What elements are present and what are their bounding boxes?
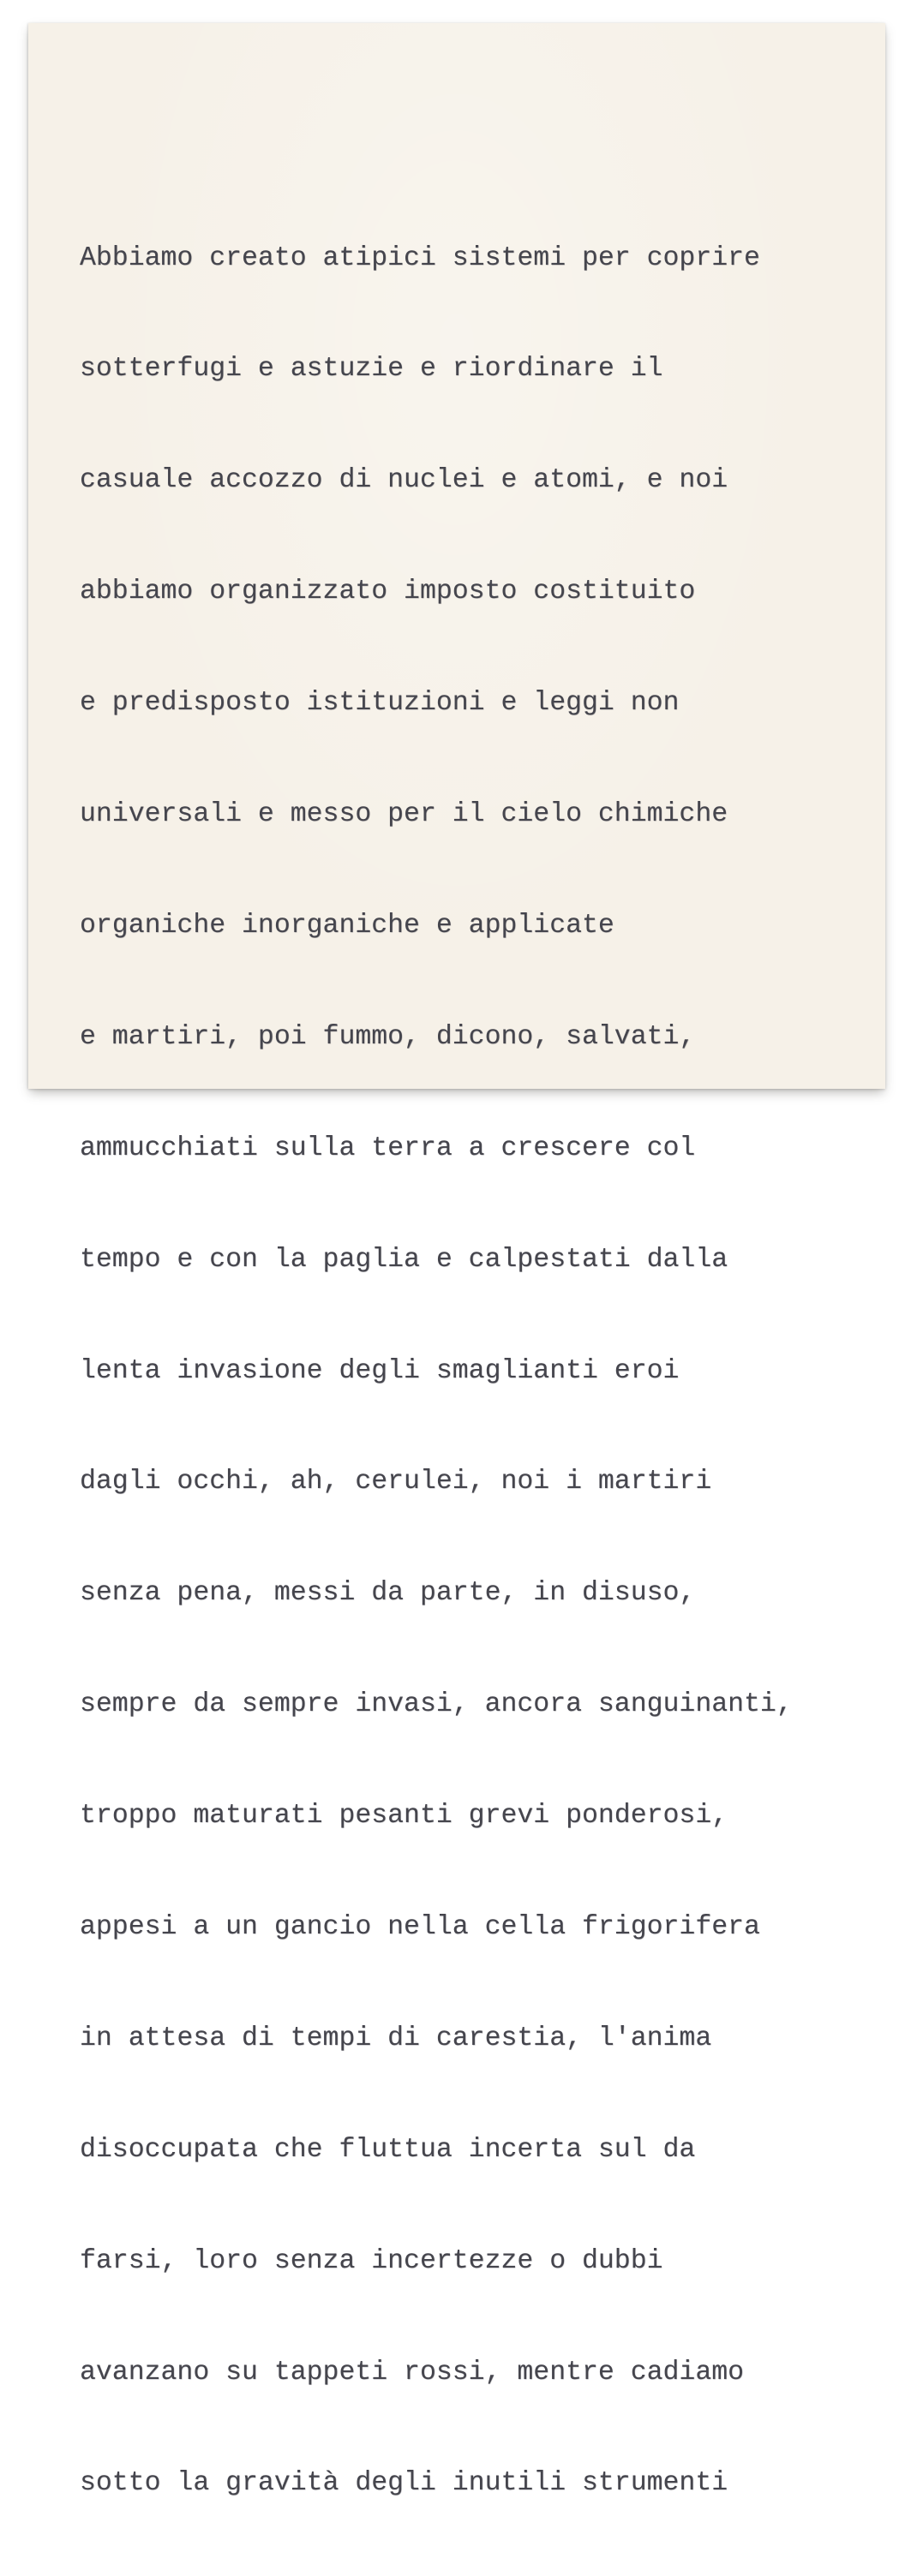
- poem-line: e predisposto istituzioni e leggi non: [80, 688, 680, 719]
- poem-line: casuale accozzo di nuclei e atomi, e noi: [80, 465, 728, 496]
- paper-sheet: [28, 23, 885, 2499]
- poem-line: ammucchiati sulla terra a crescere col: [80, 1133, 696, 1163]
- poem-line: troppo maturati pesanti grevi ponderosi,: [80, 1801, 728, 1832]
- poem-line: farsi, loro senza incertezze o dubbi: [80, 2245, 663, 2276]
- poem-line: disoccupata che fluttua incerta sul da: [80, 2134, 696, 2165]
- poem-line: appesi a un gancio nella cella frigorifera: [80, 1911, 760, 1942]
- poem-text-block: [80, 165, 851, 2576]
- poem-line: e martiri, poi fummo, dicono, salvati,: [80, 1021, 696, 1052]
- poem-line: lenta invasione degli smaglianti eroi: [80, 1355, 680, 1386]
- poem-line: universali e messo per il cielo chimiche: [80, 799, 728, 830]
- poem-line: avanzano su tappeti rossi, mentre cadiamo: [80, 2357, 745, 2388]
- poem-line: organiche inorganiche e applicate: [80, 910, 614, 941]
- poem-line: sotto la gravità degli inutili strumenti: [80, 2468, 728, 2499]
- poem-line: dagli occhi, ah, cerulei, noi i martiri: [80, 1467, 712, 1497]
- poem-line: abbiamo organizzato imposto costituito: [80, 577, 696, 607]
- poem-line: in attesa di tempi di carestia, l'anima: [80, 2023, 712, 2053]
- poem-line: Abbiamo creato atipici sistemi per coprire: [80, 242, 760, 273]
- poem-line: tempo e con la paglia e calpestati dalla: [80, 1244, 728, 1275]
- poem-line: sempre da sempre invasi, ancora sanguinanti,: [80, 1689, 793, 1720]
- poem-line: sotterfugi e astuzie e riordinare il: [80, 354, 663, 385]
- poem-line: senza pena, messi da parte, in disuso,: [80, 1578, 696, 1609]
